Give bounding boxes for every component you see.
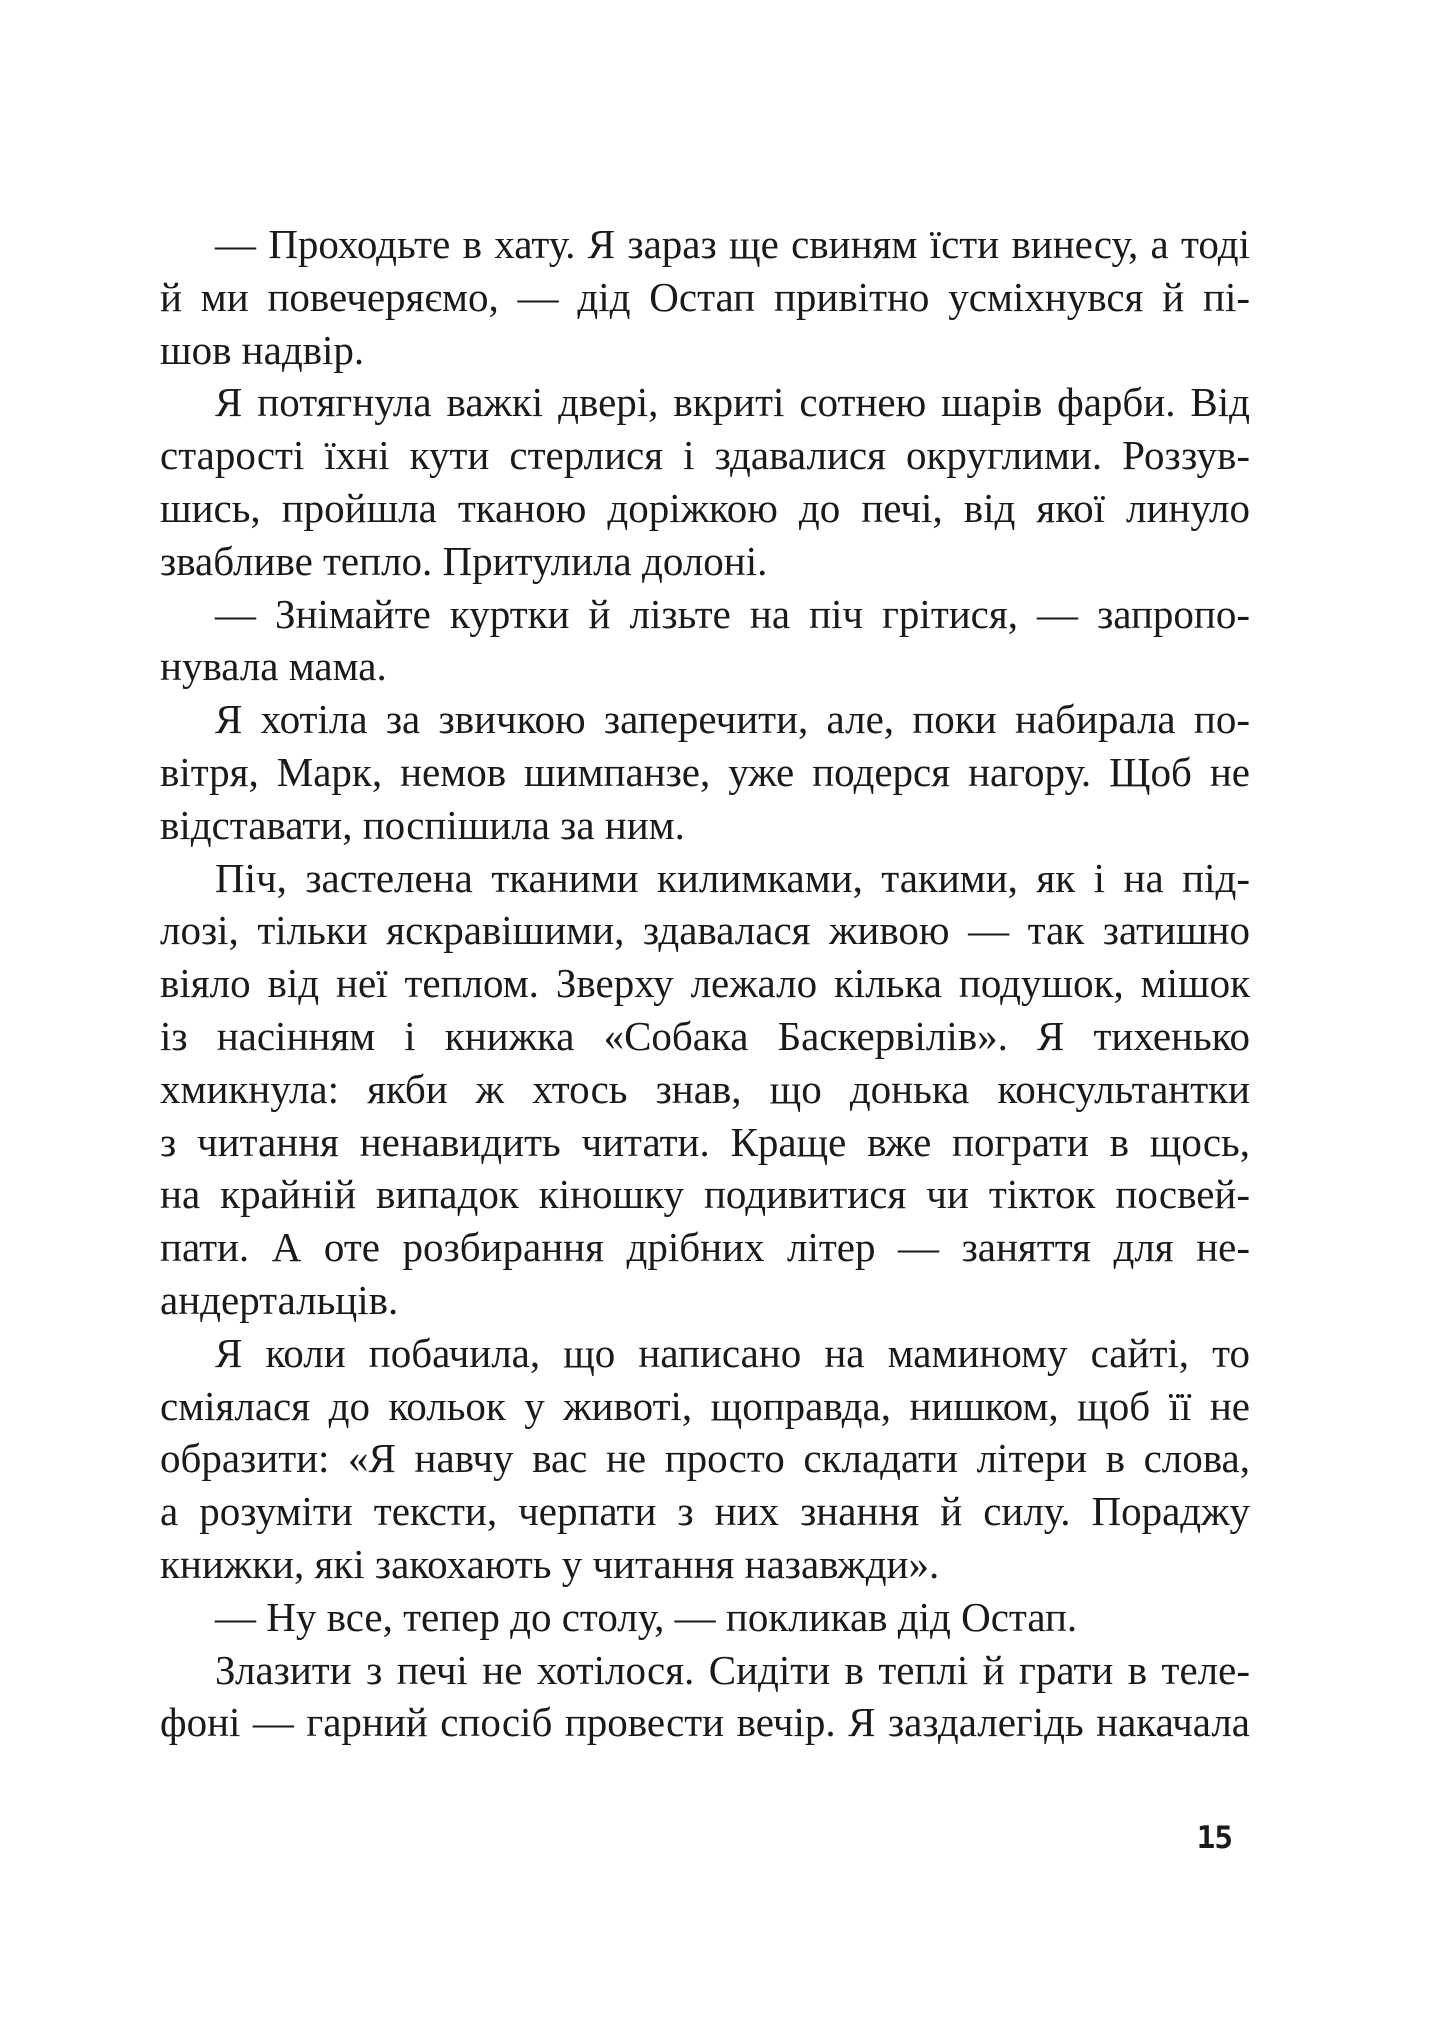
text-line: — Ну все, тепер до столу, — покликав дід Остап.: [215, 1593, 1078, 1640]
text-line: а розуміти тексти, черпати з них знання й силу. Пораджу: [160, 1488, 1250, 1535]
text-line: із насінням і книжка «Собака Баскервілів». Я тихенько: [160, 1012, 1250, 1059]
paragraph: [160, 693, 1250, 851]
text-line: образити: «Я навчу вас не просто складати літери в слова,: [160, 1435, 1250, 1482]
text-line: відставати, поспішила за ним.: [160, 801, 685, 848]
text-line: на крайній випадок кіношку подивитися чи тікток посвей-: [160, 1171, 1250, 1218]
paragraph: [160, 1327, 1250, 1591]
text-line: й ми повечеряємо, — дід Остап привітно усміхнувся й пі-: [160, 273, 1250, 320]
paragraph: [160, 218, 1250, 376]
text-line: Я коли побачила, що написано на маминому сайті, то: [215, 1329, 1250, 1376]
text-line: пати. А оте розбирання дрібних літер — заняття для не-: [160, 1224, 1250, 1271]
text-line: книжки, які закохають у читання назавжди».: [160, 1540, 940, 1587]
text-line: звабливе тепло. Притулила долоні.: [160, 537, 768, 584]
text-line: шись, пройшла тканою доріжкою до печі, від якої линуло: [160, 484, 1250, 531]
text-line: лозі, тільки яскравішими, здавалася живою — так затишно: [160, 907, 1250, 954]
text-line: фоні — гарний спосіб провести вечір. Я заздалегідь накачала: [160, 1699, 1250, 1746]
text-line: нувала мама.: [160, 643, 387, 690]
text-line: андертальців.: [160, 1276, 399, 1323]
text-line: віяло від неї теплом. Зверху лежало кілька подушок, мішок: [160, 960, 1250, 1007]
text-line: хмикнула: якби ж хтось знав, що донька консультантки: [160, 1065, 1250, 1112]
text-line: вітря, Марк, немов шимпанзе, уже подерся нагору. Щоб не: [160, 748, 1250, 795]
text-line: Піч, застелена тканими килимками, такими, як і на під-: [215, 854, 1250, 901]
text-line: Злазити з печі не хотілося. Сидіти в теплі й грати в теле-: [215, 1646, 1250, 1693]
text-line: Я хотіла за звичкою заперечити, але, поки набирала по-: [215, 696, 1250, 743]
text-line: шов надвір.: [160, 326, 365, 373]
text-line: сміялася до кольок у животі, щоправда, нишком, щоб її не: [160, 1382, 1250, 1429]
paragraph: [160, 588, 1250, 694]
page-text: [160, 218, 1250, 1749]
paragraph: [160, 376, 1250, 587]
text-line: — Проходьте в хату. Я зараз ще свиням їсти винесу, а тоді: [215, 221, 1250, 267]
text-line: старості їхні кути стерлися і здавалися округлими. Роззув-: [160, 432, 1250, 479]
text-line: з читання ненавидить читати. Краще вже пограти в щось,: [160, 1118, 1250, 1165]
text-line: — Знімайте куртки й лізьте на піч грітися, — запропо-: [215, 590, 1250, 637]
page-number: 15: [1196, 1820, 1232, 1856]
text-line: Я потягнула важкі двері, вкриті сотнею шарів фарби. Від: [215, 379, 1250, 426]
paragraph: [160, 1591, 1250, 1644]
paragraph: [160, 1644, 1250, 1750]
paragraph: [160, 852, 1250, 1327]
